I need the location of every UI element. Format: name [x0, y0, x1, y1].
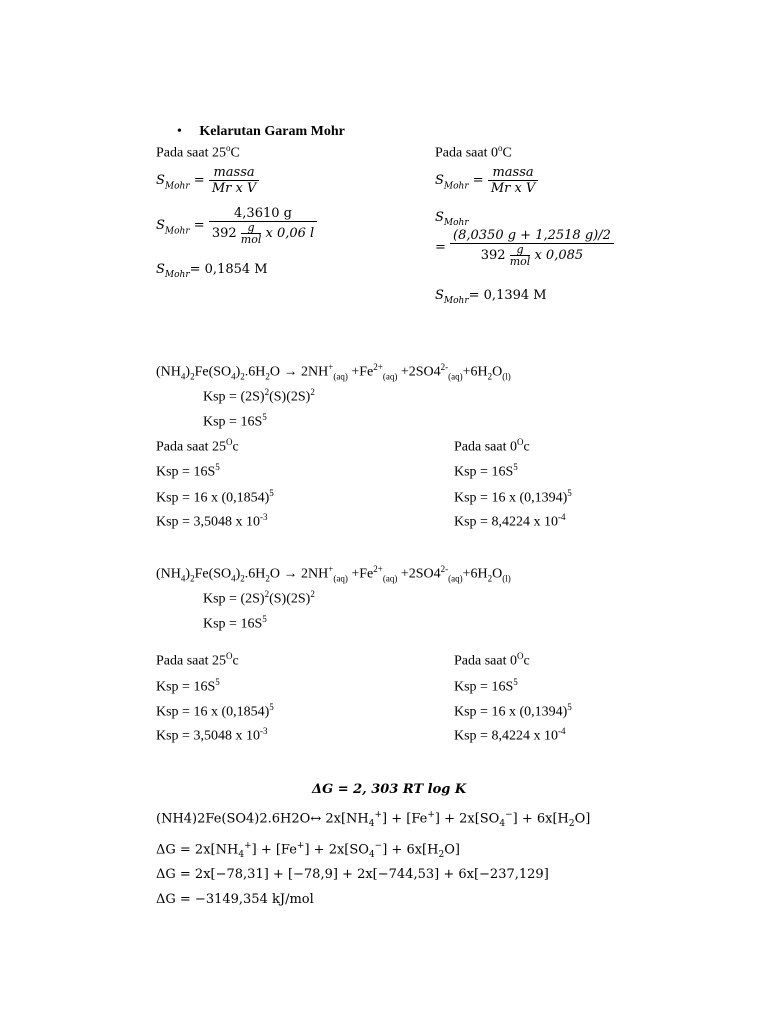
calc2-left-substitution: Ksp = 16 x $(0,1854)^5$ — [156, 702, 274, 720]
section-title: Kelarutan Garam Mohr — [199, 124, 345, 139]
right-equation-3: $S_{Mohr}= 0,1394$ M — [435, 288, 547, 307]
left-equation-3: $S_{Mohr}= 0,1854$ M — [156, 262, 268, 281]
left-equation-1: $S_{Mohr}$ = $\frac{\text{massa}}{\text{Mr x V}}$ — [156, 165, 259, 196]
ksp-expression-2: Ksp = $(2S)^2(S)(2S)^2$ — [203, 589, 315, 607]
gibbs-delta-g-1: $\Delta G = 2x[NH_4^+] + [Fe^+] + 2x[SO_4^-] + 6x[H_2O]$ — [156, 841, 460, 860]
ksp-expression-1: Ksp = $(2S)^2(S)(2S)^2$ — [203, 387, 315, 405]
gibbs-delta-g-3: ΔG = −3149,354 kJ/mol — [156, 892, 314, 907]
right-equation-1: $S_{Mohr}$ = $\frac{\text{massa}}{\text{Mr x V}}$ — [435, 165, 538, 196]
reaction-equation-2: $(NH_4)_2Fe(SO_4)_2.6H_2O \to 2NH^+_{(aq)} +Fe^{2+}_{(aq)} +2SO4^{2-}_{(aq)}+6H_2O_{(l)}$ — [156, 564, 511, 584]
gibbs-reaction: (NH4)2Fe(SO4)2.6H2O↔ $2x[NH_4^+] + [Fe^+] + 2x[SO_4^-] + 6x[H_2O]$ — [156, 810, 591, 829]
calc2-left-result: Ksp = 3,5048 x $10^{-3}$ — [156, 726, 268, 744]
reaction-equation-1: $(NH_4)_2Fe(SO_4)_2.6H_2O \to 2NH^+_{(aq)} +Fe^{2+}_{(aq)} +2SO4^{2-}_{(aq)}+6H_2O_{(l)}$ — [156, 362, 511, 382]
calc1-right-substitution: Ksp = 16 x $(0,1394)^5$ — [454, 488, 572, 506]
calc2-right-result: Ksp = 8,4224 x $10^{-4}$ — [454, 726, 566, 744]
calc2-left-heading: Pada saat $25^Oc$ — [156, 651, 239, 669]
right-heading: Pada saat 0$^o$C — [435, 143, 512, 161]
section-heading — [177, 124, 345, 140]
right-s-label: $S_{Mohr}$ — [435, 210, 469, 229]
calc2-left-ksp: Ksp = $16S^5$ — [156, 677, 220, 695]
calc1-right-result: Ksp = 8,4224 x $10^{-4}$ — [454, 512, 566, 530]
bullet-icon: • — [177, 124, 182, 139]
gibbs-title: ΔG = 2, 303 RT log K — [312, 782, 467, 797]
arrow-icon: → — [283, 364, 298, 380]
gibbs-delta-g-2: ΔG = 2x[−78,31] + [−78,9] + 2x[−744,53] + 6x[−237,129] — [156, 867, 549, 882]
calc1-right-ksp: Ksp = $16S^5$ — [454, 462, 518, 480]
calc1-left-result: Ksp = 3,5048 x $10^{-3}$ — [156, 512, 268, 530]
right-equation-2: = (8,0350 g + 1,2518 g)/2 392 g mol x 0,085 — [435, 228, 614, 267]
calc1-left-substitution: Ksp = 16 x $(0,1854)^5$ — [156, 488, 274, 506]
left-heading: Pada saat 25$^o$C — [156, 143, 240, 161]
arrow-icon: → — [283, 566, 298, 582]
calc2-right-heading: Pada saat $0^Oc$ — [454, 651, 530, 669]
calc1-right-heading: Pada saat $0^Oc$ — [454, 437, 530, 455]
calc1-left-heading: Pada saat $25^Oc$ — [156, 437, 239, 455]
left-equation-2: $S_{Mohr}$ = 4,3610 g 392 g mol x 0,06 l — [156, 206, 317, 245]
calc2-right-substitution: Ksp = 16 x $(0,1394)^5$ — [454, 702, 572, 720]
ksp-simplified-1: Ksp = $16S^5$ — [203, 412, 267, 430]
calc1-left-ksp: Ksp = $16S^5$ — [156, 462, 220, 480]
calc2-right-ksp: Ksp = $16S^5$ — [454, 677, 518, 695]
ksp-simplified-2: Ksp = $16S^5$ — [203, 614, 267, 632]
